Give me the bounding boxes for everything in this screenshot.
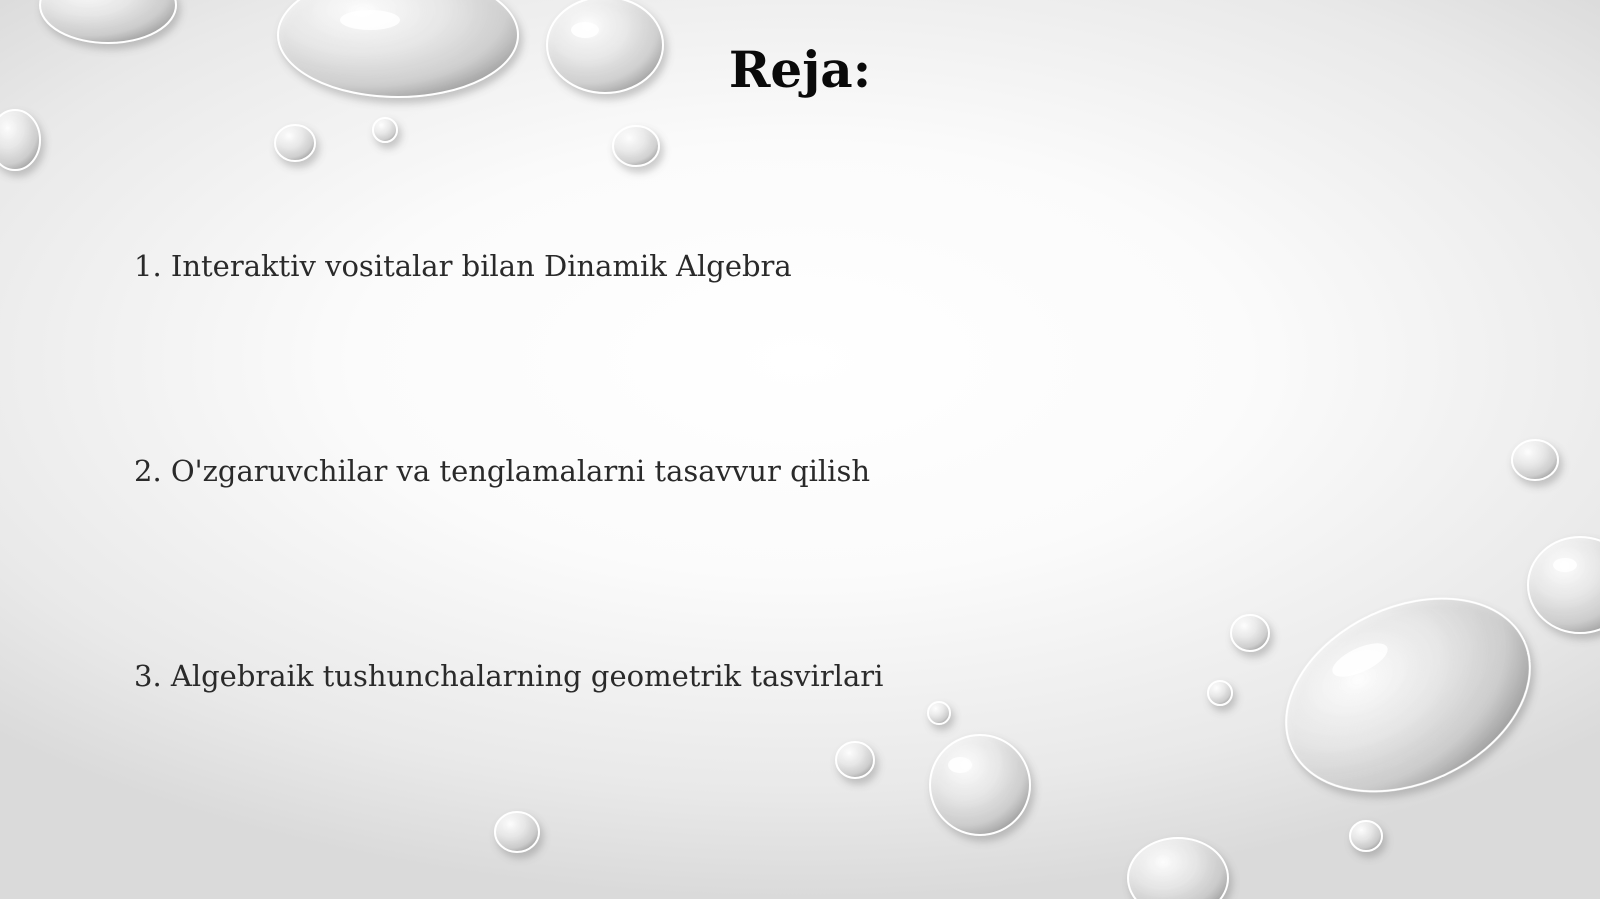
agenda-item-3: 3. Algebraik tushunchalarning geometrik tasvirlari	[134, 659, 884, 693]
slide-title: Reja:	[728, 40, 872, 99]
agenda-item-1: 1. Interaktiv vositalar bilan Dinamik Algebra	[134, 249, 792, 283]
agenda-item-2: 2. O'zgaruvchilar va tenglamalarni tasavvur qilish	[134, 454, 871, 488]
agenda-list	[134, 248, 883, 863]
